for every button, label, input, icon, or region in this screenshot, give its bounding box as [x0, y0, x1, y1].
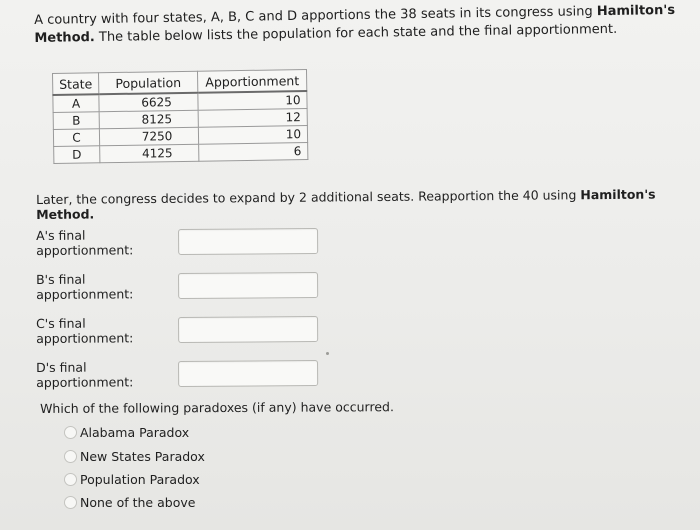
later-method: Hamilton's Method. — [36, 186, 656, 222]
radio-button[interactable] — [64, 426, 77, 439]
option-alabama-paradox[interactable] — [64, 425, 189, 440]
later-text: Later, the congress decides to expand by 2 additional seats. Reapportion the 40 using — [36, 187, 581, 207]
cell-state: C — [53, 129, 99, 147]
intro-text-start: A country with four states, A, B, C and D apportions the 38 seats in its congress using — [34, 4, 597, 28]
answer-input-c[interactable] — [178, 316, 318, 343]
answer-row-a — [36, 226, 318, 258]
problem-intro — [34, 2, 694, 48]
answer-label-d: D's final apportionment: — [36, 359, 134, 390]
answer-input-a[interactable] — [178, 228, 318, 255]
intro-method: Hamilton's Method. — [34, 2, 676, 46]
cell-state: B — [53, 112, 99, 130]
option-label: None of the above — [80, 495, 196, 510]
option-none-of-the-above[interactable] — [64, 495, 195, 510]
answer-row-d — [36, 358, 318, 390]
cell-apportionment: 12 — [198, 108, 307, 127]
radio-button[interactable] — [64, 496, 77, 509]
option-new-states-paradox[interactable] — [64, 449, 205, 464]
cell-population: 8125 — [99, 110, 198, 129]
cell-population: 4125 — [100, 144, 199, 163]
answer-row-b — [36, 270, 318, 302]
table-row — [54, 142, 308, 163]
header-apportionment: Apportionment — [198, 70, 307, 93]
reapportion-instruction — [36, 186, 686, 222]
option-label: Alabama Paradox — [80, 425, 190, 440]
option-label: New States Paradox — [80, 449, 205, 464]
answer-row-c — [36, 314, 318, 346]
answer-label-a: A's final apportionment: — [36, 227, 134, 258]
cell-apportionment: 10 — [198, 125, 307, 144]
answer-label-c: C's final apportionment: — [36, 315, 134, 346]
intro-text-end: The table below lists the population for each state and the final apportionment. — [94, 21, 618, 46]
cell-population: 7250 — [99, 127, 198, 146]
answer-input-b[interactable] — [178, 272, 318, 299]
cell-state: D — [54, 146, 100, 164]
paradox-question: Which of the following paradoxes (if any) have occurred. — [40, 399, 394, 416]
cell-population: 6625 — [99, 93, 198, 112]
option-population-paradox[interactable] — [64, 472, 200, 487]
stray-dot — [326, 352, 329, 355]
header-population: Population — [99, 71, 198, 94]
population-table — [52, 69, 308, 164]
cell-state: A — [53, 94, 99, 112]
answer-label-b: B's final apportionment: — [36, 271, 134, 302]
answer-input-d[interactable] — [178, 360, 318, 387]
radio-button[interactable] — [64, 473, 77, 486]
radio-button[interactable] — [64, 450, 77, 463]
cell-apportionment: 6 — [199, 142, 308, 161]
header-state: State — [53, 73, 99, 95]
cell-apportionment: 10 — [198, 91, 307, 110]
option-label: Population Paradox — [80, 472, 200, 487]
